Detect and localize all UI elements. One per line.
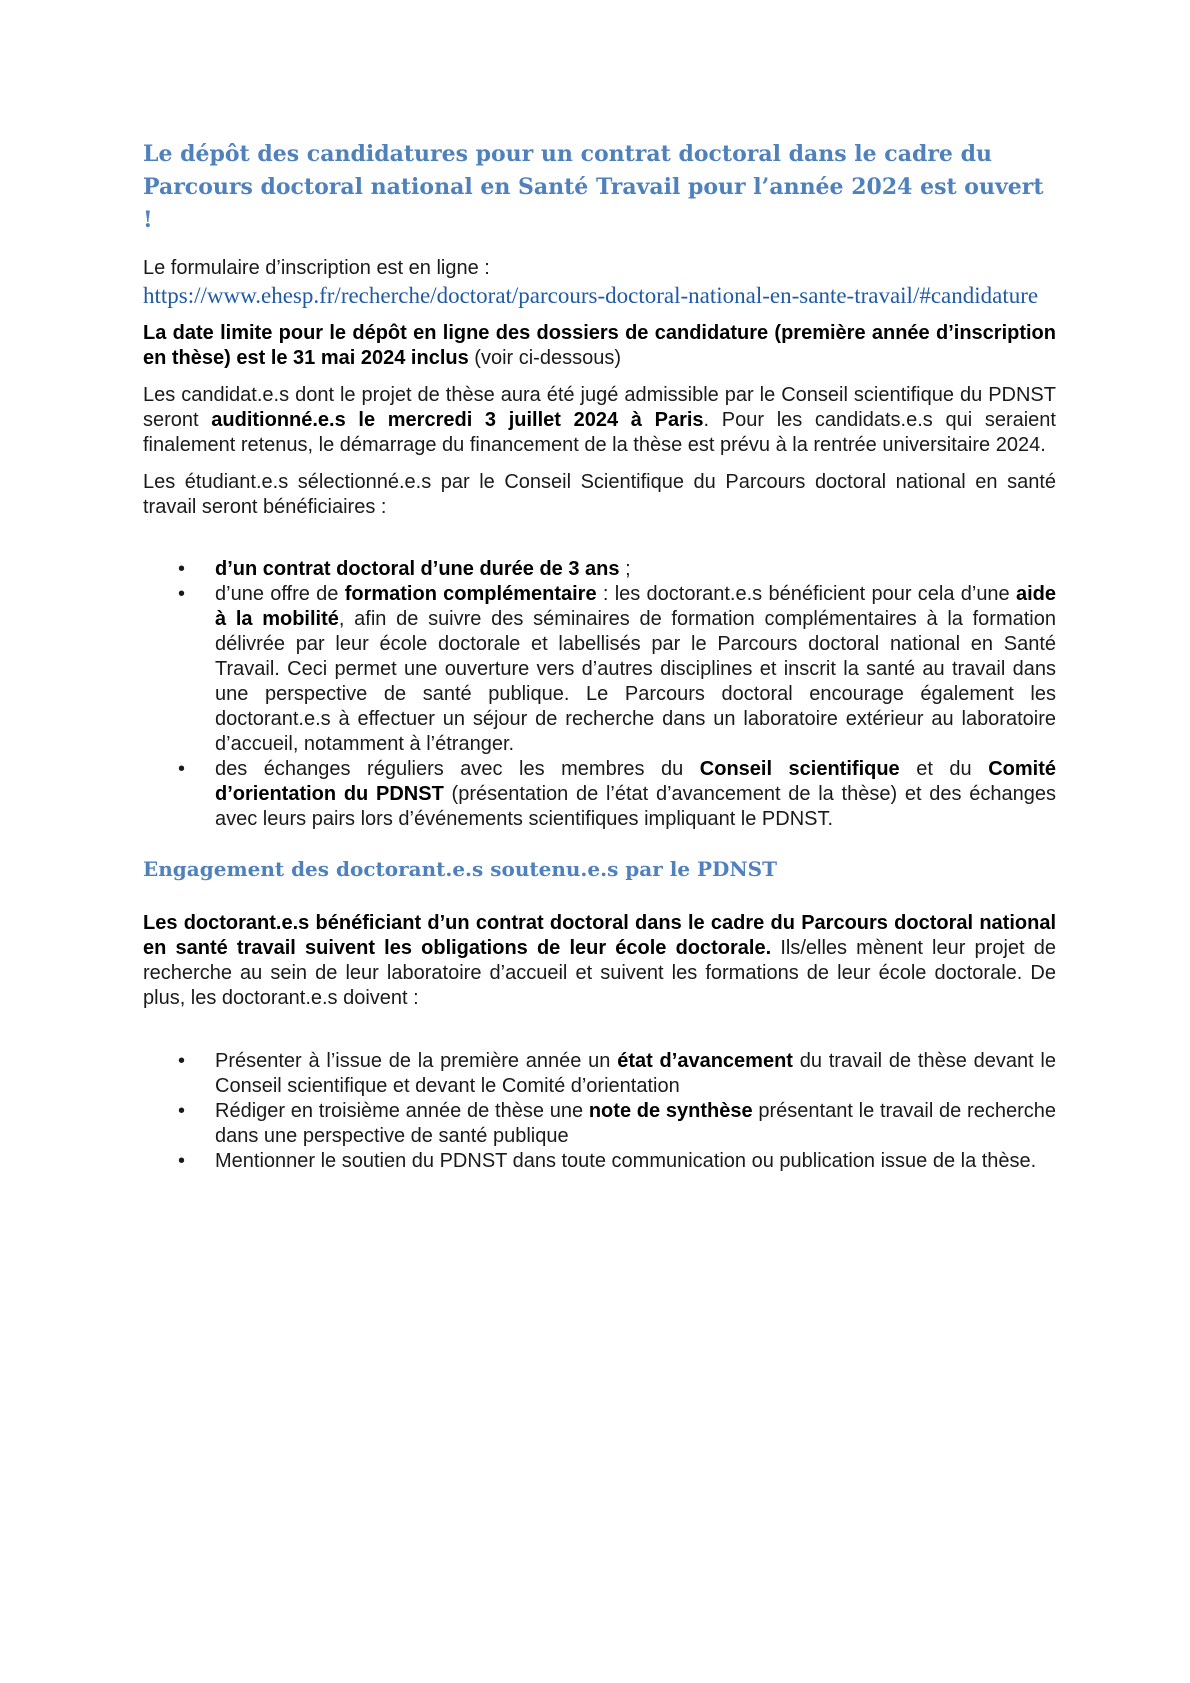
bullet-icon: • xyxy=(178,1150,186,1172)
benefit-bold: aide à la mobilité xyxy=(215,583,1056,630)
benefits-list xyxy=(143,557,1056,832)
benefit-text: des échanges réguliers avec les membres du xyxy=(215,758,700,780)
bullet-icon: • xyxy=(178,1050,186,1072)
list-item xyxy=(143,557,1056,582)
application-form-link[interactable]: https://www.ehesp.fr/recherche/doctorat/parcours-doctoral-national-en-sante-travail/#candidature xyxy=(143,283,1039,308)
engagement-bold: Les doctorant.e.s bénéficiant d’un contrat doctoral dans le cadre du Parcours doctoral national en santé travail suivent les obligations de leur école doctorale. xyxy=(143,912,1056,959)
obligation-text: Rédiger en troisième année de thèse une xyxy=(215,1100,589,1122)
benefit-text: : les doctorant.e.s bénéficient pour cela d’une xyxy=(596,583,1016,605)
benefit-text: et du xyxy=(899,758,989,780)
deadline-note: (voir ci-dessous) xyxy=(468,347,621,369)
list-item xyxy=(143,1149,1056,1174)
bullet-icon: • xyxy=(178,558,186,580)
benefit-suffix: ; xyxy=(619,558,631,580)
list-item xyxy=(143,582,1056,757)
benefit-bold: formation complémentaire xyxy=(344,583,597,605)
engagement-text: Ils/elles mènent leur projet de recherche au sein de leur laboratoire d’accueil et suivent les formations de leur école doctorale. De plus, les doctorant.e.s doivent : xyxy=(143,937,1056,1009)
list-item xyxy=(143,1099,1056,1149)
audition-paragraph xyxy=(143,383,1056,458)
obligation-text: Mentionner le soutien du PDNST dans toute communication ou publication issue de la thèse. xyxy=(215,1150,1037,1172)
bullet-icon: • xyxy=(178,1100,186,1122)
audition-date: auditionné.e.s le mercredi 3 juillet 2024 à Paris xyxy=(211,409,704,431)
benefit-bold: Conseil scientifique xyxy=(699,758,900,780)
list-item xyxy=(143,1049,1056,1099)
selected-intro: Les étudiant.e.s sélectionné.e.s par le Conseil Scientifique du Parcours doctoral national en santé travail seront bénéficiaires : xyxy=(143,471,1056,518)
bullet-icon: • xyxy=(178,583,186,605)
page-title: Le dépôt des candidatures pour un contrat doctoral dans le cadre du Parcours doctoral national en Santé Travail pour l’année 2024 est ouvert ! xyxy=(143,141,1044,233)
obligations-list xyxy=(143,1049,1056,1174)
form-intro: Le formulaire d’inscription est en ligne : xyxy=(143,257,490,279)
obligation-bold: note de synthèse xyxy=(588,1100,753,1122)
benefit-bold: Comité d’orientation du PDNST xyxy=(215,758,1056,805)
deadline-bold: La date limite pour le dépôt en ligne des dossiers de candidature (première année d’inscription en thèse) est le 31 mai 2024 inclus xyxy=(143,322,1056,369)
obligation-text: Présenter à l’issue de la première année un xyxy=(215,1050,618,1072)
benefit-text: d’une offre de xyxy=(215,583,345,605)
deadline-paragraph xyxy=(143,321,1056,371)
obligation-text: présentant le travail de recherche dans une perspective de santé publique xyxy=(215,1100,1056,1147)
benefit-contract: d’un contrat doctoral d’une durée de 3 ans xyxy=(215,558,620,580)
benefit-text: (présentation de l’état d’avancement de la thèse) et des échanges avec leurs pairs lors d’événements scientifiques impliquant le PDNST. xyxy=(215,783,1056,830)
benefit-text: , afin de suivre des séminaires de formation complémentaires à la formation délivrée par leur école doctorale et labellisés par le Parcours doctoral national en Santé Travail. Ceci permet une ouverture vers d’autres disciplines et inscrit la santé au travail dans une perspective de santé publique. Le Parcours doctoral encourage également les doctorant.e.s à effectuer un séjour de recherche dans un laboratoire extérieur au laboratoire d’accueil, notamment à l’étranger. xyxy=(215,608,1056,755)
bullet-icon: • xyxy=(178,758,186,780)
list-item xyxy=(143,757,1056,832)
obligation-text: du travail de thèse devant le Conseil scientifique et devant le Comité d’orientation xyxy=(215,1050,1056,1097)
section-heading: Engagement des doctorant.e.s soutenu.e.s par le PDNST xyxy=(143,857,778,881)
audition-text-2: . Pour les candidats.e.s qui seraient finalement retenus, le démarrage du financement de la thèse est prévu à la rentrée universitaire 2024. xyxy=(143,409,1056,456)
engagement-paragraph xyxy=(143,911,1056,1011)
obligation-bold: état d’avancement xyxy=(617,1050,793,1072)
document-body xyxy=(143,138,1056,1174)
audition-text-1: Les candidat.e.s dont le projet de thèse aura été jugé admissible par le Conseil scientifique du PDNST seront xyxy=(143,384,1056,431)
